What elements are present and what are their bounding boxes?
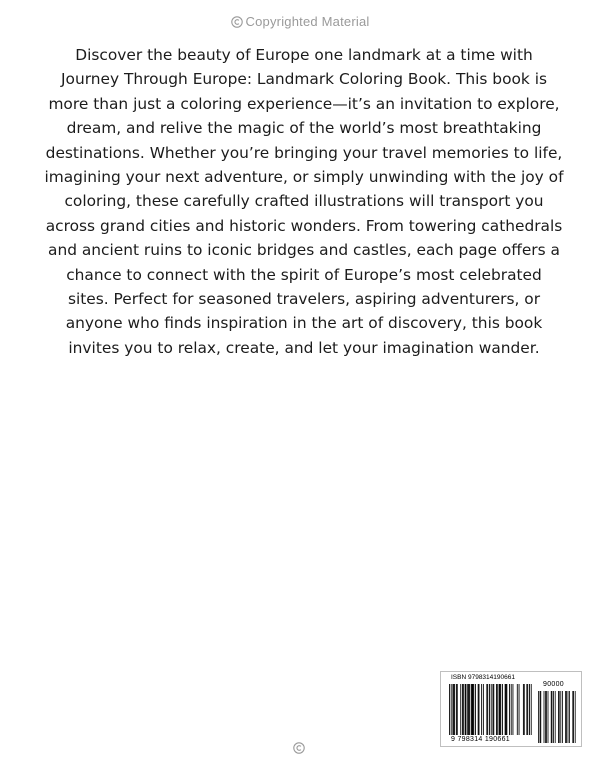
- barcode-bar: [509, 684, 510, 735]
- barcode-bar: [526, 684, 527, 735]
- barcode-bar: [454, 684, 455, 735]
- barcode-bar: [540, 691, 541, 743]
- barcode-bar: [565, 691, 566, 743]
- barcode-bar: [511, 684, 512, 735]
- barcode-bar: [548, 691, 549, 743]
- barcode-bar: [506, 684, 507, 735]
- barcode-bar: [572, 691, 573, 743]
- barcode-bar: [483, 684, 484, 735]
- barcode-bar: [552, 691, 553, 743]
- barcode-bar: [491, 684, 492, 735]
- barcode-bar: [497, 684, 498, 735]
- isbn-digits: 9 798314 190661: [451, 736, 510, 743]
- barcode-bar: [489, 684, 490, 735]
- barcode-bar: [544, 691, 545, 743]
- barcode-bar: [449, 684, 450, 735]
- ean13-bars: [449, 684, 532, 735]
- barcode-bar: [555, 691, 556, 743]
- barcode-bar: [463, 684, 464, 735]
- barcode-bar: [559, 691, 560, 743]
- barcode-bar: [473, 684, 474, 735]
- watermark-top: [0, 14, 600, 29]
- barcode-bar: [566, 691, 567, 743]
- barcode-bar: [527, 684, 528, 735]
- barcode-bar: [472, 684, 473, 735]
- barcode-bar: [553, 691, 554, 743]
- barcode-bar: [560, 691, 561, 743]
- copyright-icon: [231, 16, 243, 28]
- barcode-bar: [496, 684, 497, 735]
- watermark-top-text: Copyrighted Material: [245, 14, 370, 29]
- barcode-bar: [493, 684, 494, 735]
- barcode-bar: [475, 684, 476, 735]
- barcode-bar: [486, 684, 487, 735]
- barcode-bar: [499, 684, 500, 735]
- barcode-bar: [568, 691, 569, 743]
- barcode-bar: [538, 691, 539, 743]
- barcode-bar: [467, 684, 468, 735]
- barcode-bar: [558, 691, 559, 743]
- isbn-barcode: [440, 671, 582, 747]
- barcode-bar: [519, 684, 520, 735]
- barcode-bar: [456, 684, 457, 735]
- barcode-bar: [460, 684, 461, 735]
- barcode-bar: [529, 684, 530, 735]
- barcode-bar: [569, 691, 570, 743]
- price-code: 90000: [543, 681, 564, 688]
- barcode-bar: [469, 684, 470, 735]
- copyright-icon: [293, 742, 305, 754]
- barcode-bar: [499, 684, 500, 735]
- barcode-bar: [468, 684, 469, 735]
- barcode-bar: [479, 684, 480, 735]
- barcode-bar: [506, 684, 507, 735]
- back-cover-blurb: Discover the beauty of Europe one landmark at a time with Journey Through Europe: Landmark Coloring Book. This book is more than just a coloring experience—it’s an invitation to explore, dream, and relive the magic of the world’s most breathtaking destinations. Whether you’re bringing your travel memories to life, imagining your next adventure, or simply unwinding with the joy of coloring, these carefully crafted illustrations will transport you across grand cities and historic wonders. From towering cathedrals and ancient ruins to iconic bridges and castles, each page offers a chance to connect with the spirit of Europe’s most celebrated sites. Perfect for seasoned travelers, aspiring adventurers, or anyone who finds inspiration in the art of discovery, this book invites you to relax, create, and let your imagination wander.: [44, 46, 564, 357]
- barcode-bar: [524, 684, 525, 735]
- barcode-bar: [471, 684, 472, 735]
- barcode-bar: [502, 684, 503, 735]
- barcode-bar: [462, 684, 463, 735]
- barcode-bar: [493, 684, 494, 735]
- barcode-bar: [457, 684, 458, 735]
- barcode-bar: [453, 684, 454, 735]
- barcode-bar: [551, 691, 552, 743]
- barcode-bar: [517, 684, 518, 735]
- barcode-bar: [481, 684, 482, 735]
- barcode-bar: [500, 684, 501, 735]
- isbn-label: ISBN 9798314190661: [451, 674, 515, 681]
- barcode-bar: [513, 684, 514, 735]
- barcode-bar: [466, 684, 467, 735]
- barcode-bar: [540, 691, 541, 743]
- barcode-bar: [575, 691, 576, 743]
- barcode-bar: [465, 684, 466, 735]
- barcode-bar: [487, 684, 488, 735]
- barcode-bar: [573, 691, 574, 743]
- barcode-bar: [545, 691, 546, 743]
- barcode-bar: [478, 684, 479, 735]
- barcode-bar: [562, 691, 563, 743]
- barcode-bar: [523, 684, 524, 735]
- watermark-bottom: [0, 740, 600, 755]
- price-addon-bars: [538, 691, 576, 743]
- barcode-bar: [546, 691, 547, 743]
- barcode-bar: [452, 684, 453, 735]
- barcode-bar: [451, 684, 452, 735]
- barcode-bar: [472, 684, 473, 735]
- barcode-bar: [531, 684, 532, 735]
- barcode-bar: [505, 684, 506, 735]
